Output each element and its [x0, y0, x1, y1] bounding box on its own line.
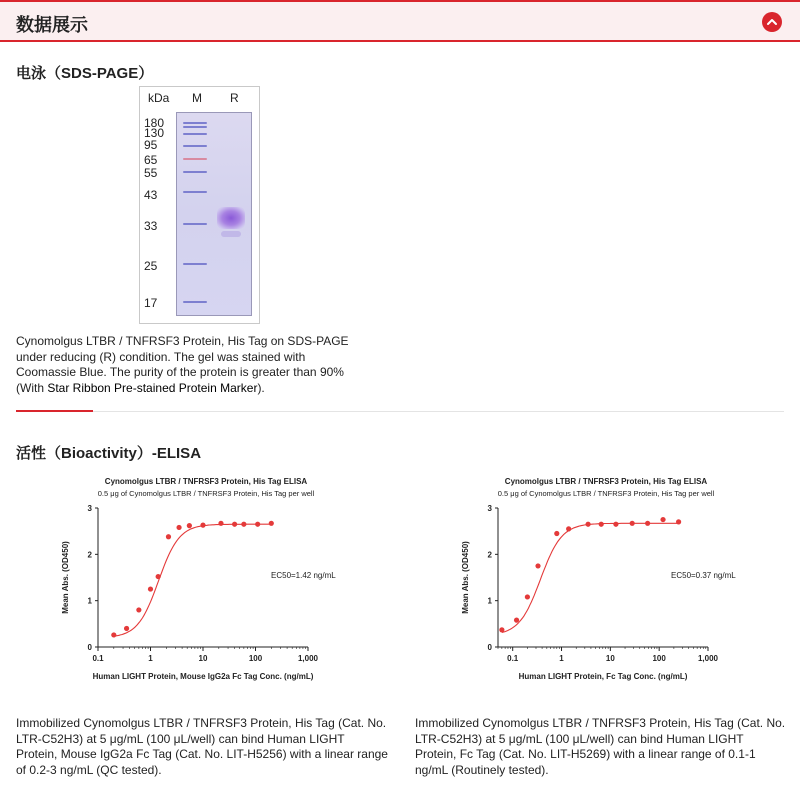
- sds-page-title: 电泳（SDS-PAGE）: [16, 65, 154, 82]
- elisa-caption-1: Immobilized Cynomolgus LTBR / TNFRSF3 Protein, His Tag (Cat. No. LTR-C52H3) at 5 μg/mL (100 μL/well) can bind Human LIGHT Protein, Mouse IgG2a Fc Tag (Cat. No. LIT-H5256) with a linear range of 0.2-3 ng/mL (QC tested).: [16, 716, 388, 777]
- x-tick-label: 1,000: [697, 654, 719, 663]
- y-axis-label: Mean Abs. (OD450): [61, 541, 70, 614]
- data-point: [630, 521, 635, 526]
- data-point: [566, 526, 571, 531]
- data-point: [535, 563, 540, 568]
- elisa-chart-mouse-igg2a: [56, 472, 356, 694]
- data-point: [200, 523, 205, 528]
- mw-label: 25: [144, 259, 158, 273]
- collapse-button[interactable]: [762, 12, 782, 32]
- marker-band: [183, 145, 207, 147]
- marker-band: [183, 263, 207, 265]
- gel-lanes: [176, 112, 252, 316]
- data-point: [156, 574, 161, 579]
- ec50-annotation: EC50=1.42 ng/mL: [271, 571, 336, 580]
- chart-subtitle: 0.5 μg of Cynomolgus LTBR / TNFRSF3 Protein, His Tag per well: [497, 489, 715, 498]
- y-tick-label: 1: [87, 596, 92, 606]
- data-point: [585, 522, 590, 527]
- ec50-annotation: EC50=0.37 ng/mL: [671, 571, 736, 580]
- chart-title: Cynomolgus LTBR / TNFRSF3 Protein, His Tag ELISA: [104, 477, 308, 486]
- sds-page-gel-image: [139, 86, 260, 324]
- mw-label: 33: [144, 219, 158, 233]
- data-point: [554, 531, 559, 536]
- mw-label: 180: [144, 116, 165, 130]
- x-tick-label: 0.1: [507, 654, 519, 663]
- mw-label: 65: [144, 153, 158, 167]
- data-point: [269, 521, 274, 526]
- x-tick-label: 10: [198, 654, 208, 663]
- data-point: [514, 618, 519, 623]
- data-point: [136, 607, 141, 612]
- marker-band: [183, 191, 207, 193]
- marker-band: [183, 171, 207, 173]
- x-axis-label: Human LIGHT Protein, Mouse IgG2a Fc Tag Conc. (ng/mL): [92, 672, 314, 681]
- data-point: [187, 523, 192, 528]
- x-tick-label: 1: [559, 654, 564, 663]
- data-point: [255, 522, 260, 527]
- marker-band: [183, 122, 207, 124]
- y-axis-label: Mean Abs. (OD450): [461, 541, 470, 614]
- data-point: [166, 534, 171, 539]
- mw-label: 130: [144, 126, 165, 140]
- y-tick-label: 3: [87, 504, 92, 513]
- sample-band: [217, 207, 245, 229]
- fit-curve: [114, 524, 271, 636]
- chevron-up-icon: [766, 16, 778, 28]
- lane-m-label: M: [192, 91, 202, 105]
- y-tick-label: 2: [487, 550, 492, 560]
- kda-label: kDa: [148, 91, 170, 105]
- section-divider: [16, 411, 784, 412]
- elisa-chart-fc-tag: [456, 472, 756, 694]
- data-point: [676, 519, 681, 524]
- header-title: 数据展示: [16, 15, 88, 35]
- mw-label: 95: [144, 138, 158, 152]
- x-tick-label: 1,000: [297, 654, 319, 663]
- x-tick-label: 100: [652, 654, 666, 663]
- chart-title: Cynomolgus LTBR / TNFRSF3 Protein, His Tag ELISA: [504, 477, 708, 486]
- lane-r-label: R: [230, 91, 239, 105]
- mw-label: 43: [144, 188, 158, 202]
- marker-band: [183, 301, 207, 303]
- data-display-header: [0, 0, 800, 42]
- bioactivity-title: 活性（Bioactivity）-ELISA: [16, 445, 202, 462]
- y-tick-label: 0: [87, 643, 92, 652]
- x-tick-label: 10: [605, 654, 615, 663]
- data-point: [124, 626, 129, 631]
- sample-band-faint: [221, 231, 241, 237]
- marker-band-pink: [183, 158, 207, 160]
- data-point: [111, 632, 116, 637]
- x-tick-label: 1: [148, 654, 153, 663]
- marker-link[interactable]: Star Ribbon Pre-stained Protein Marker: [47, 380, 258, 395]
- data-point: [660, 517, 665, 522]
- sds-page-caption: Cynomolgus LTBR / TNFRSF3 Protein, His Tag on SDS-PAGE under reducing (R) condition. The gel was stained with Coomassie Blue. The purity of the protein is greater than 90% (With Star Ribbon Pre-stained Protein Marker).: [16, 334, 349, 395]
- data-point: [599, 522, 604, 527]
- data-point: [525, 594, 530, 599]
- chart-subtitle: 0.5 μg of Cynomolgus LTBR / TNFRSF3 Protein, His Tag per well: [97, 489, 315, 498]
- data-point: [148, 586, 153, 591]
- marker-band: [183, 133, 207, 135]
- data-point: [176, 525, 181, 530]
- x-axis-label: Human LIGHT Protein, Fc Tag Conc. (ng/mL): [518, 672, 688, 681]
- marker-band: [183, 126, 207, 128]
- fit-curve: [502, 523, 679, 632]
- y-tick-label: 0: [487, 643, 492, 652]
- y-tick-label: 2: [87, 550, 92, 560]
- section-divider-accent: [16, 410, 93, 412]
- data-point: [499, 627, 504, 632]
- data-point: [613, 522, 618, 527]
- mw-label: 55: [144, 166, 158, 180]
- mw-label: 17: [144, 296, 158, 310]
- data-point: [218, 521, 223, 526]
- data-point: [232, 522, 237, 527]
- x-tick-label: 100: [248, 654, 263, 663]
- data-point: [241, 522, 246, 527]
- elisa-caption-2: Immobilized Cynomolgus LTBR / TNFRSF3 Protein, His Tag (Cat. No. LTR-C52H3) at 5 μg/mL (100 μL/well) can bind Human LIGHT Protein, Fc Tag (Cat. No. LIT-H5269) with a linear range of 0.1-1 ng/mL (Routinely tested).: [415, 716, 786, 777]
- data-point: [645, 521, 650, 526]
- x-tick-label: 0.1: [92, 654, 104, 663]
- y-tick-label: 1: [487, 596, 492, 606]
- marker-band: [183, 223, 207, 225]
- y-tick-label: 3: [487, 504, 492, 513]
